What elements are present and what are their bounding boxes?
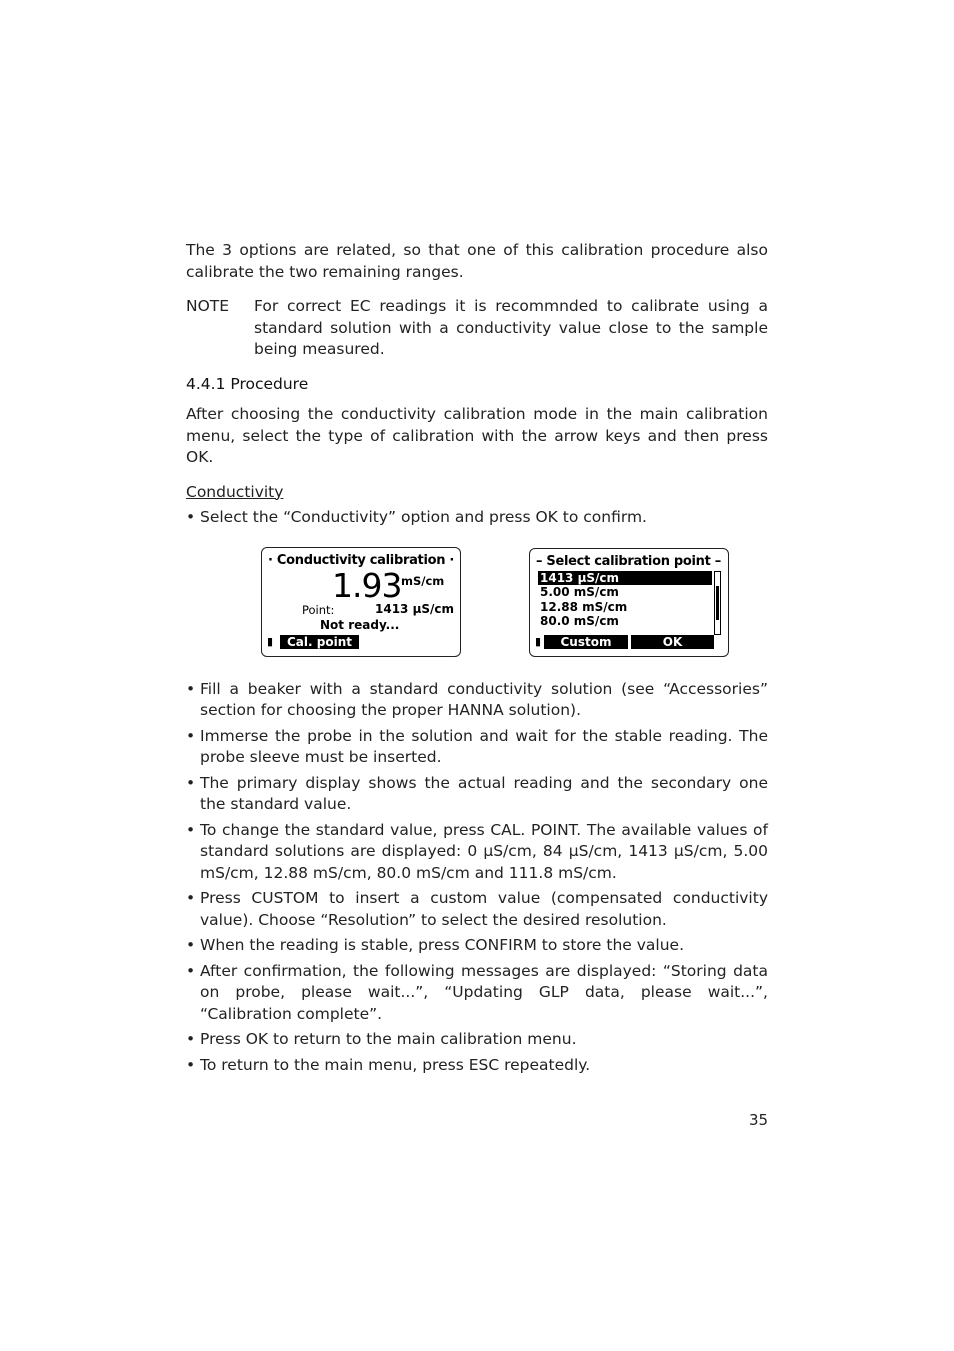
scrollbar[interactable]	[714, 571, 721, 635]
procedure-bullets	[186, 679, 768, 1077]
probe-icon: ▮	[267, 634, 274, 648]
cal-point-softkey[interactable]: Cal. point	[280, 635, 359, 649]
reading-unit: mS/cm	[401, 573, 445, 588]
bullet-dot: •	[186, 936, 196, 954]
list-item[interactable]: 80.0 mS/cm	[540, 614, 619, 628]
list-item	[186, 1055, 768, 1077]
bullet-dot: •	[186, 820, 196, 839]
lcd-title: · Conductivity calibration ·	[268, 552, 455, 568]
bullet-dot: •	[186, 1030, 196, 1048]
bullet-dot: •	[186, 679, 196, 698]
page-number: 35	[749, 1111, 769, 1129]
bullet-text: Immerse the probe in the solution and wait for the stable reading. The probe sleeve must be inserted.	[200, 726, 768, 766]
bullet-text: Select the “Conductivity” option and press OK to confirm.	[200, 508, 647, 526]
bullet-text: To change the standard value, press CAL. POINT. The available values of standard solutions are displayed: 0 µS/cm, 84 µS/cm, 1413 µS/cm, 5.00 mS/cm, 12.88 mS/cm, 80.0 mS/cm and 111.8 mS/cm.	[200, 820, 768, 882]
list-item	[186, 726, 768, 769]
lcd-select-calibration-point	[529, 548, 729, 657]
primary-reading: 1.93	[332, 565, 402, 605]
intro-paragraph: The 3 options are related, so that one of this calibration procedure also calibrate the two remaining ranges.	[186, 241, 768, 281]
bullet-text: When the reading is stable, press CONFIRM to store the value.	[200, 936, 685, 954]
section-text: After choosing the conductivity calibration mode in the main calibration menu, select the type of calibration with the arrow keys and then press OK.	[186, 405, 768, 466]
ok-softkey[interactable]: OK	[631, 635, 714, 649]
section-heading: 4.4.1 Procedure	[186, 374, 309, 393]
lcd-screens	[186, 529, 768, 679]
bullet-text: Press CUSTOM to insert a custom value (compensated conductivity value). Choose “Resolution” to select the desired resolution.	[200, 889, 768, 929]
point-value: 1413 µS/cm	[375, 601, 455, 616]
note-label: NOTE	[186, 297, 230, 315]
list-item	[186, 935, 768, 957]
bullet-text: Fill a beaker with a standard conductivity solution (see “Accessories” section for choosing the proper HANNA solution).	[200, 679, 768, 719]
status-text: Not ready...	[320, 617, 400, 632]
bullet-text: To return to the main menu, press ESC repeatedly.	[200, 1055, 591, 1074]
list-item	[186, 507, 768, 529]
scroll-thumb[interactable]	[716, 586, 719, 620]
bullet-dot: •	[186, 508, 196, 526]
bullet-dot: •	[186, 889, 196, 907]
bullet-text: The primary display shows the actual reading and the secondary one the standard value.	[200, 773, 768, 813]
custom-softkey[interactable]: Custom	[544, 635, 628, 649]
bullet-text: After confirmation, the following messages are displayed: “Storing data on probe, please wait...”, “Updating GLP data, please wait...”, “Calibration complete”.	[200, 961, 768, 1023]
conductivity-subheading: Conductivity	[186, 482, 284, 501]
bullet-dot: •	[186, 961, 196, 980]
point-label: Point:	[302, 602, 335, 617]
list-item	[186, 820, 768, 885]
bullet-text: Press OK to return to the main calibration menu.	[200, 1030, 577, 1048]
probe-icon: ▮	[535, 634, 542, 648]
note-block	[186, 296, 768, 361]
bullet-dot: •	[186, 773, 196, 792]
manual-page	[186, 240, 768, 1080]
list-item	[186, 1029, 768, 1051]
list-item[interactable]: 1413 µS/cm	[538, 571, 712, 586]
lcd-title: – Select calibration point –	[536, 553, 721, 569]
bullet-dot: •	[186, 1055, 196, 1074]
list-item	[186, 888, 768, 931]
lcd-conductivity-calibration	[261, 547, 461, 657]
list-item[interactable]: 12.88 mS/cm	[540, 599, 628, 614]
list-item	[186, 961, 768, 1026]
calibration-point-list	[538, 571, 712, 629]
list-item	[186, 679, 768, 722]
list-item	[186, 773, 768, 816]
list-item[interactable]: 5.00 mS/cm	[540, 585, 619, 599]
note-text: For correct EC readings it is recommnded to calibrate using a standard solution with a conductivity value close to the sample being measured.	[254, 297, 768, 358]
bullet-dot: •	[186, 726, 196, 745]
